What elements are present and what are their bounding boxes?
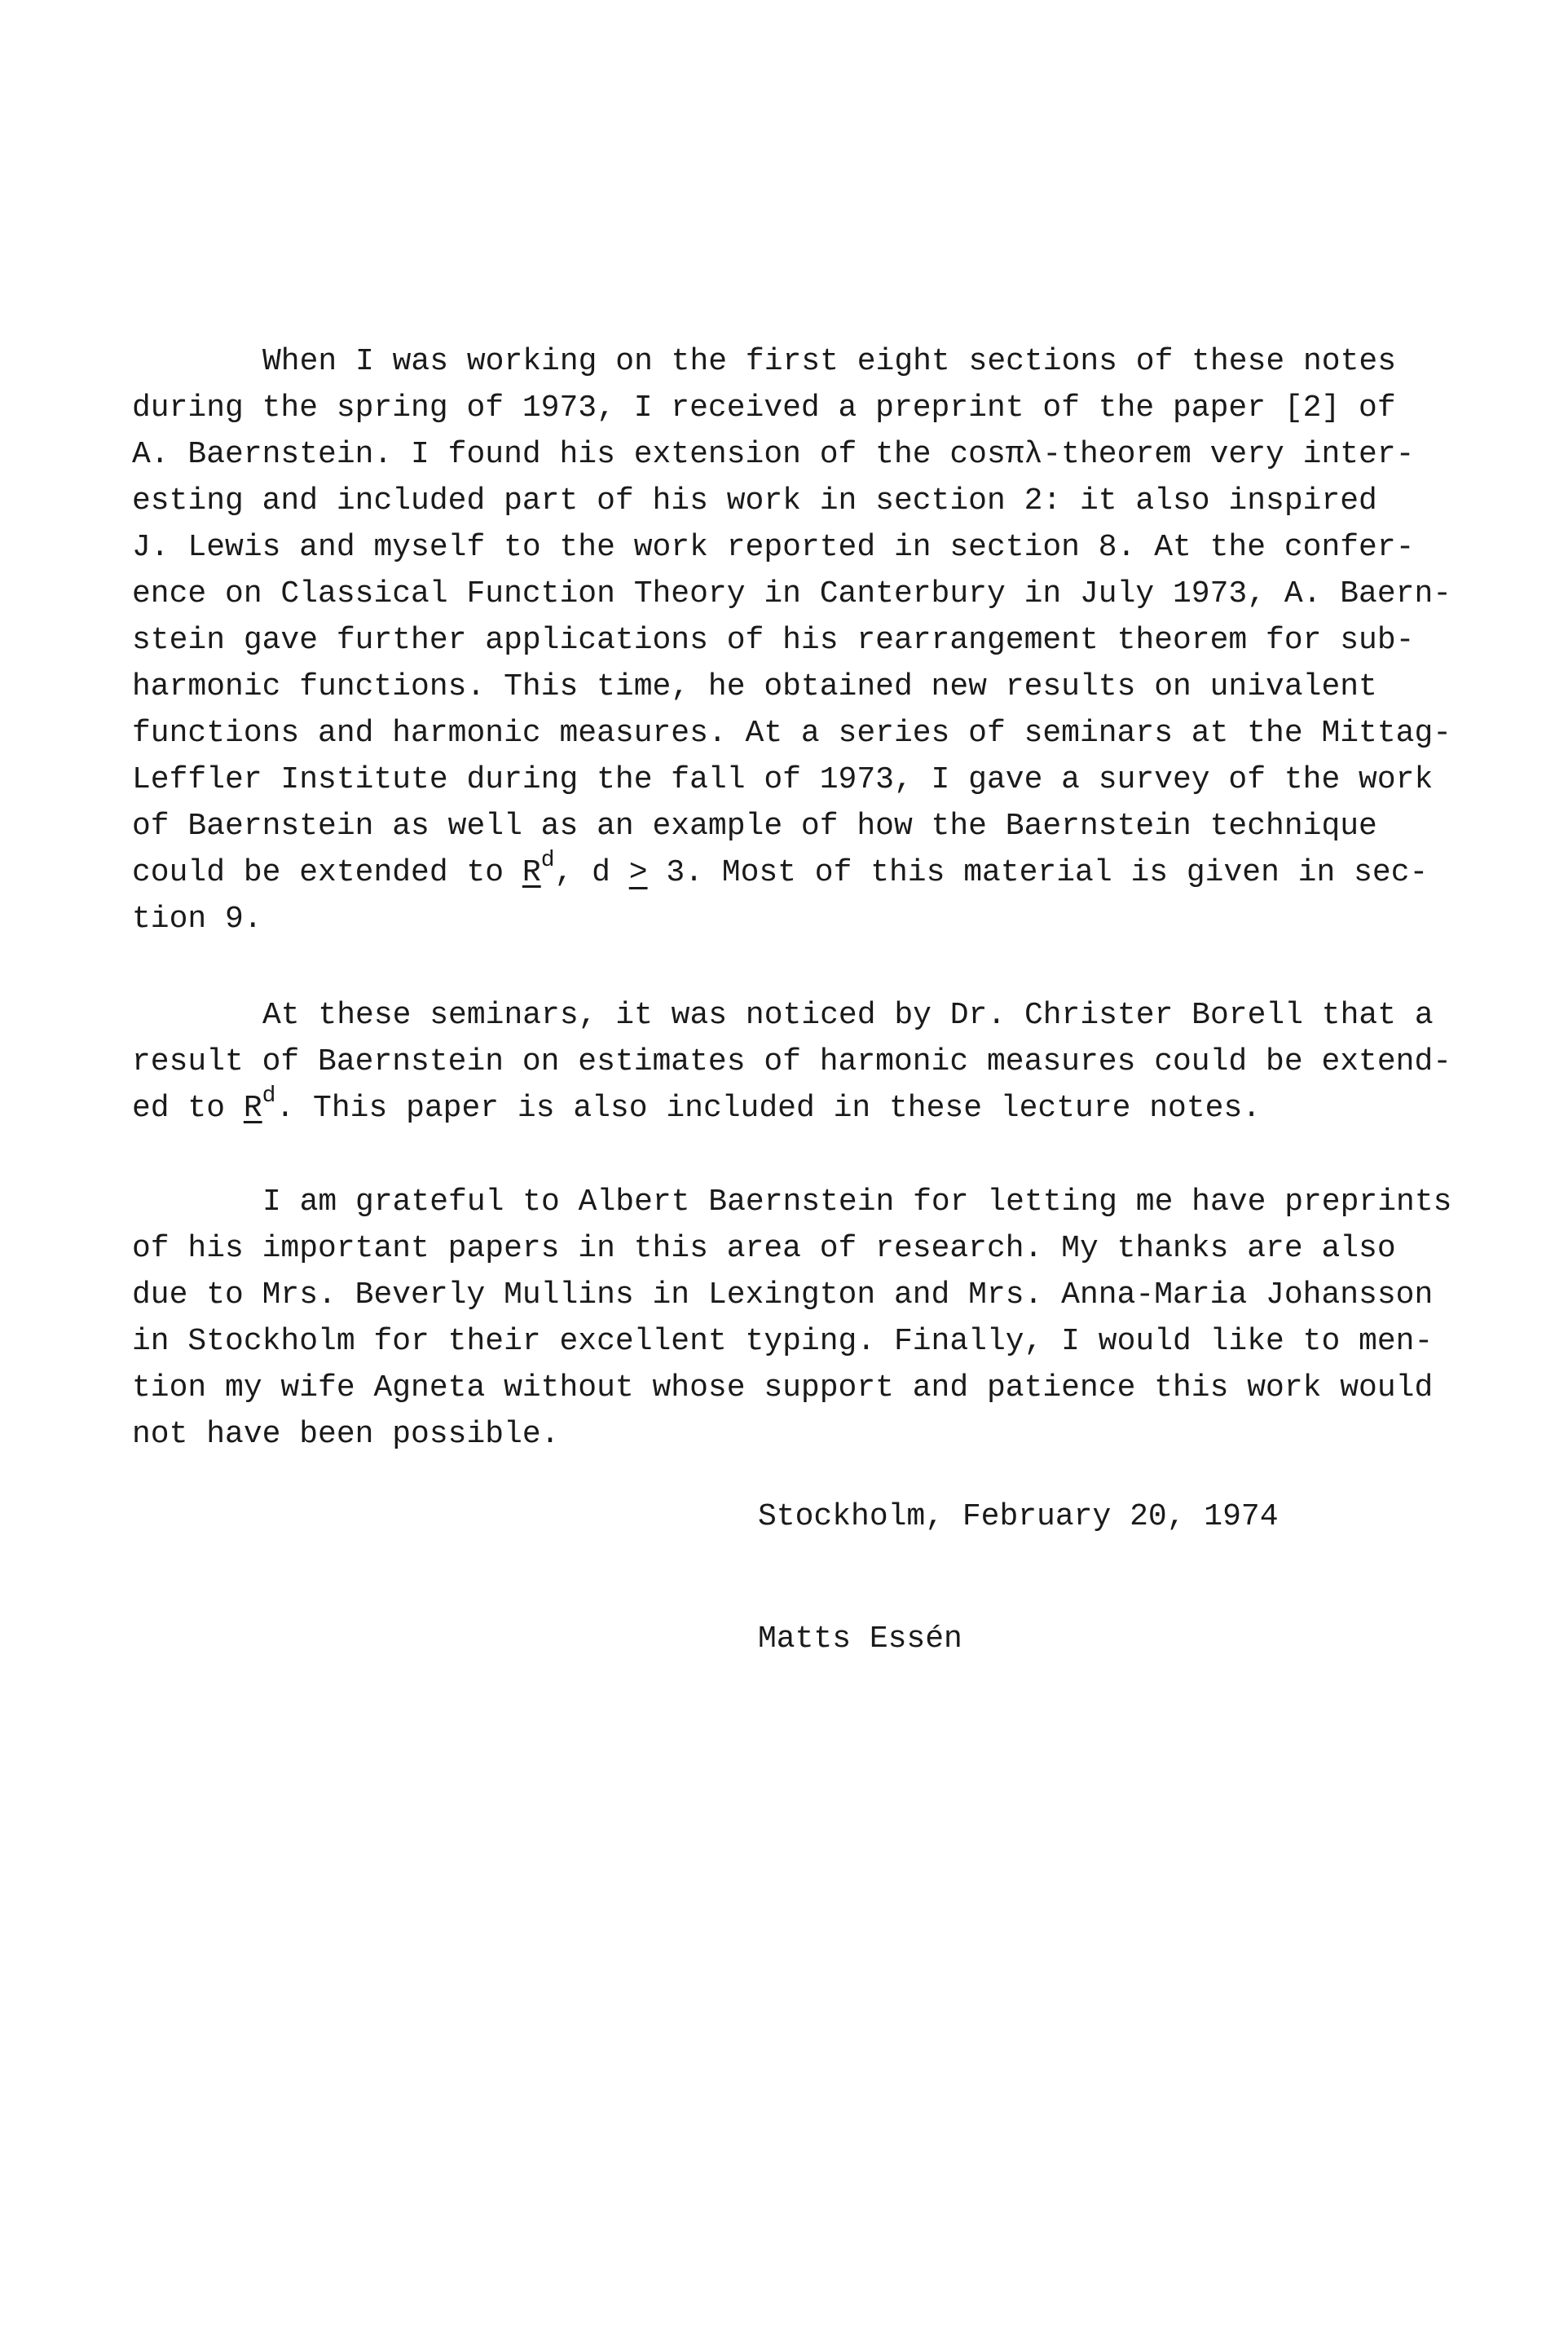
paragraph-line: A. Baernstein. I found his extension of the cosπλ-theorem very inter- (132, 437, 1415, 472)
paragraph-line: At these seminars, it was noticed by Dr. Christer Borell that a (262, 998, 1434, 1033)
author-signature: Matts Essén (758, 1621, 962, 1657)
paragraph-line: due to Mrs. Beverly Mullins in Lexington and Mrs. Anna-Maria Johansson (132, 1277, 1434, 1312)
paragraph-line: in Stockholm for their excellent typing. Finally, I would like to men- (132, 1324, 1434, 1359)
paragraph-line: J. Lewis and myself to the work reported in section 8. At the confer- (132, 530, 1415, 565)
text-fragment: ed to (132, 1091, 244, 1126)
paragraph-2 (132, 992, 1469, 1132)
paragraph-line: esting and included part of his work in section 2: it also inspired (132, 483, 1377, 518)
text-fragment: could be extended to (132, 855, 522, 890)
paragraph-line: When I was working on the first eight sections of these notes (262, 344, 1397, 379)
paragraph-line: stein gave further applications of his rearrangement theorem for sub- (132, 623, 1415, 658)
paragraph-line: Leffler Institute during the fall of 1973, I gave a survey of the work (132, 762, 1434, 797)
math-geq-symbol: > (628, 855, 648, 890)
math-exponent: d (540, 848, 555, 873)
paragraph-line: tion my wife Agneta without whose support and patience this work would (132, 1370, 1434, 1405)
paragraph-line: functions and harmonic measures. At a series of seminars at the Mittag- (132, 716, 1452, 751)
paragraph-line: during the spring of 1973, I received a preprint of the paper [2] of (132, 390, 1396, 426)
paragraph-line: I am grateful to Albert Baernstein for letting me have preprints (262, 1185, 1452, 1220)
paragraph-line: of his important papers in this area of research. My thanks are also (132, 1231, 1396, 1266)
paragraph-line: result of Baernstein on estimates of harmonic measures could be extend- (132, 1044, 1452, 1079)
math-exponent: d (262, 1083, 276, 1109)
paragraph-line: of Baernstein as well as an example of how the Baernstein technique (132, 809, 1377, 844)
math-r-symbol: R (522, 855, 541, 890)
paragraph-line: ence on Classical Function Theory in Canterbury in July 1973, A. Baern- (132, 576, 1452, 611)
paragraph-1 (132, 338, 1469, 942)
math-r-symbol: R (243, 1091, 262, 1126)
text-fragment: , d (554, 855, 629, 890)
text-fragment: 3. Most of this material is given in sec- (647, 855, 1429, 890)
place-and-date: Stockholm, February 20, 1974 (758, 1499, 1279, 1534)
paragraph-3 (132, 1179, 1469, 1458)
text-fragment: . This paper is also included in these lecture notes. (275, 1091, 1262, 1126)
paragraph-line: harmonic functions. This time, he obtained new results on univalent (132, 669, 1377, 704)
paragraph-line-with-math (132, 1085, 1469, 1132)
paragraph-line: not have been possible. (132, 1417, 560, 1452)
paragraph-line-with-math (132, 849, 1469, 896)
paragraph-line: tion 9. (132, 902, 262, 937)
